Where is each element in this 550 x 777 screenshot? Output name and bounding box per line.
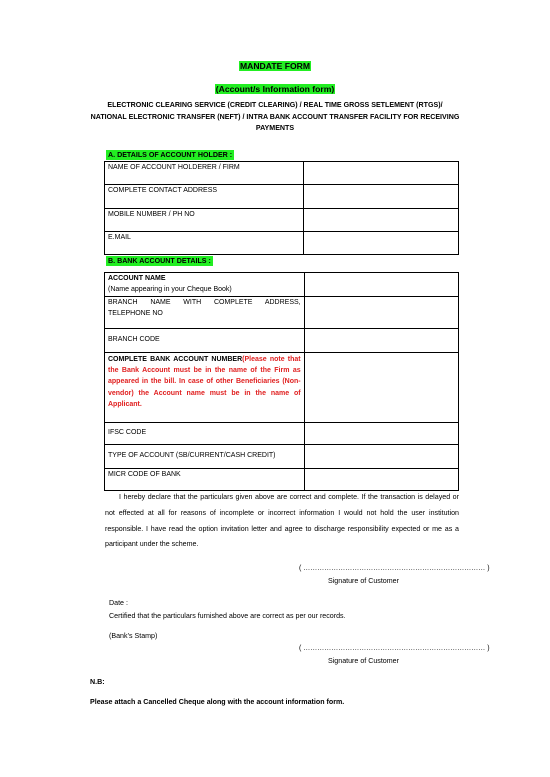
mobile-number-field[interactable] (304, 209, 459, 232)
account-name-sub: (Name appearing in your Cheque Book) (108, 285, 232, 293)
branch-code-label: BRANCH CODE (105, 329, 305, 353)
branch-code-field[interactable] (304, 329, 458, 353)
table-row (105, 273, 459, 297)
table-row (105, 297, 459, 329)
account-number-title: COMPLETE BANK ACCOUNT NUMBER (108, 356, 243, 363)
account-number-note: (Please note that the Bank Account must be in the name of the Firm as appeared in the bill. In case of other Beneficiaries (Non-vendor) the Account name must be in the name of Applicant. (108, 356, 301, 408)
account-number-field[interactable] (304, 353, 458, 423)
form-title-row (0, 56, 550, 74)
ifsc-label: IFSC CODE (105, 423, 305, 445)
table-row (105, 162, 459, 185)
account-type-field[interactable] (304, 445, 458, 469)
branch-name-label: BRANCH NAME WITH COMPLETE ADDRESS, TELEPHONE NO (105, 297, 305, 329)
table-row (105, 469, 459, 491)
table-row (105, 209, 459, 232)
contact-address-field[interactable] (304, 185, 459, 209)
declaration-text: I hereby declare that the particulars given above are correct and complete. If the transaction is delayed or not effected at all for reasons of incomplete or incorrect information I would not hold the user institution responsible. I have read the option invitation letter and agree to discharge responsibility expected or me as a participant under the scheme. (105, 493, 459, 549)
table-row (105, 232, 459, 255)
customer-signature-line: ( …………………………………………………………………… ) (299, 565, 490, 572)
bank-stamp-label: (Bank’s Stamp) (109, 632, 158, 640)
contact-address-label: COMPLETE CONTACT ADDRESS (105, 185, 304, 209)
bank-signature-line: ( …………………………………………………………………… ) (299, 645, 490, 652)
mobile-number-label: MOBILE NUMBER / PH NO (105, 209, 304, 232)
account-name-label (105, 273, 305, 297)
section-a-label: A. DETAILS OF ACCOUNT HOLDER : (108, 151, 233, 159)
table-row (105, 185, 459, 209)
footer-note: Please attach a Cancelled Cheque along with the account information form. (90, 698, 345, 706)
account-holder-name-field[interactable] (304, 162, 459, 185)
date-label: Date : (109, 599, 128, 607)
customer-signature-label: Signature of Customer (328, 577, 399, 585)
nb-label: N.B: (90, 678, 105, 686)
section-b-label: B. BANK ACCOUNT DETAILS : (108, 257, 211, 265)
bank-signature-label: Signature of Customer (328, 657, 399, 665)
table-row (105, 423, 459, 445)
email-field[interactable] (304, 232, 459, 255)
micr-field[interactable] (304, 469, 458, 491)
branch-name-field[interactable] (304, 297, 458, 329)
table-row (105, 353, 459, 423)
form-subtitle: (Account/s Information form) (215, 84, 335, 94)
email-label: E.MAIL (105, 232, 304, 255)
form-title: MANDATE FORM (239, 61, 310, 71)
account-holder-table (104, 161, 459, 255)
account-name-title: ACCOUNT NAME (108, 275, 166, 282)
certification-text: Certified that the particulars furnished above are correct as per our records. (109, 612, 346, 620)
account-number-label (105, 353, 305, 423)
table-row (105, 329, 459, 353)
form-heading: ELECTRONIC CLEARING SERVICE (CREDIT CLEARING) / REAL TIME GROSS SETLEMENT (RTGS)/ NATIONAL ELECTRONIC TRANSFER (NEFT) / INTRA BANK ACCOUNT TRANSFER FACILITY FOR RECEIVING PAYMENTS (90, 101, 460, 133)
form-subtitle-row (0, 79, 550, 97)
account-name-field[interactable] (304, 273, 458, 297)
ifsc-field[interactable] (304, 423, 458, 445)
table-row (105, 445, 459, 469)
account-type-label: TYPE OF ACCOUNT (SB/CURRENT/CASH CREDIT) (105, 445, 305, 469)
micr-label: MICR CODE OF BANK (105, 469, 305, 491)
account-holder-name-label: NAME OF ACCOUNT HOLDERER / FIRM (105, 162, 304, 185)
bank-details-table (104, 272, 459, 491)
